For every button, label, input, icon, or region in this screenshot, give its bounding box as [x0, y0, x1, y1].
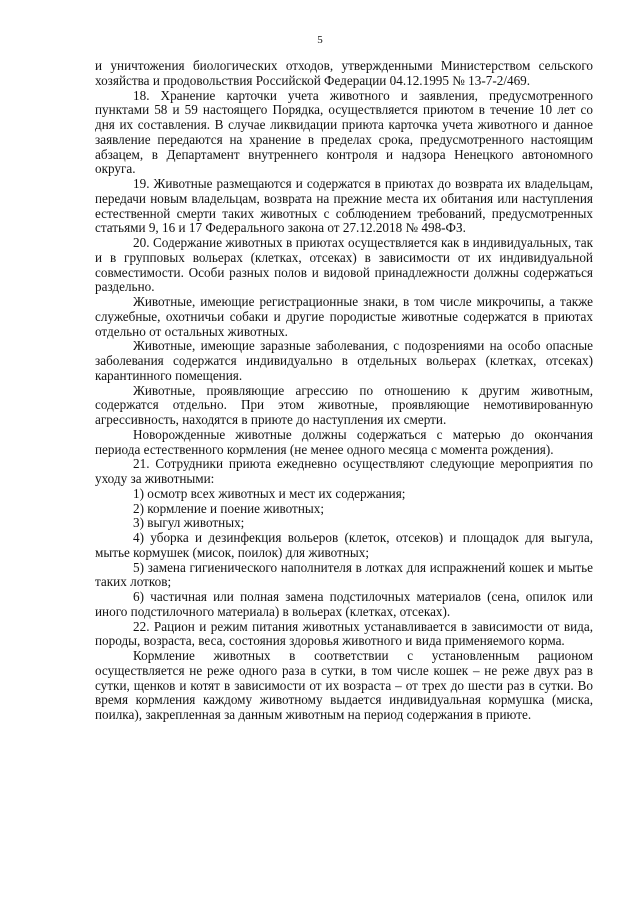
paragraph-20-registered-animals: Животные, имеющие регистрационные знаки, в том числе микрочипы, а также служебные, охотничьи собаки и другие породистые животные содержатся в приютах отдельно от остальных животных.: [95, 294, 593, 339]
paragraph-21: 21. Сотрудники приюта ежедневно осуществляют следующие мероприятия по уходу за животными:: [95, 456, 593, 486]
paragraph-20-newborn-animals: Новорожденные животные должны содержаться с матерью до окончания периода естественного кормления (не менее одного месяца с момента рождения).: [95, 426, 593, 457]
paragraph-continuation: и уничтожения биологических отходов, утвержденными Министерством сельского хозяйства и продовольствия Российской Федерации 04.12.1995 № 13-7-2/469.: [95, 58, 593, 88]
list-item: 3) выгул животных;: [133, 515, 245, 531]
list-item: 1) осмотр всех животных и мест их содержания;: [133, 485, 406, 501]
paragraph-18: 18. Хранение карточки учета животного и заявления, предусмотренного пунктами 58 и 59 настоящего Порядка, осуществляется приютом в течение 10 лет со дня их составления. В случае ликвидации приюта карточка учета животного и данное заявление передаются на хранение в пределах срока, предусмотренного настоящим абзацем, в Департамент внутреннего контроля и надзора Ненецкого автономного округа.: [95, 87, 593, 177]
paragraph-20-infected-animals: Животные, имеющие заразные заболевания, с подозрениями на особо опасные заболевания содержатся индивидуально в отдельных вольерах (клетках, отсеках) карантинного помещения.: [95, 338, 593, 383]
paragraph-22-feeding: Кормление животных в соответствии с установленным рационом осуществляется не реже одного раза в сутки, в том числе кошек – не реже двух раз в сутки, щенков и котят в зависимости от их возраста – от трех до шести раз в сутки. Во время кормления каждому животному выдается индивидуальная кормушка (миска, поилка), закрепленная за данным животным на период содержания в приюте.: [95, 648, 593, 722]
paragraph-20: 20. Содержание животных в приютах осуществляется как в индивидуальных, так и в групповых вольерах (клетках, отсеках) в зависимости от их индивидуальной совместимости. Особи разных полов и видовой принадлежности должны содержаться раздельно.: [95, 235, 593, 295]
document-body: [95, 59, 593, 723]
paragraph-19: 19. Животные размещаются и содержатся в приютах до возврата их владельцам, передачи новым владельцам, возврата на прежние места их обитания или наступления естественной смерти таких животных с соблюдением требований, предусмотренных статьями 9, 16 и 17 Федерального закона от 27.12.2018 № 498-ФЗ.: [95, 176, 593, 236]
list-item: 2) кормление и поение животных;: [133, 500, 324, 516]
list-item: 4) уборка и дезинфекция вольеров (клеток, отсеков) и площадок для выгула, мытье кормушек (мисок, поилок) для животных;: [95, 530, 593, 560]
page-number: 5: [317, 34, 323, 46]
paragraph-20-aggressive-animals: Животные, проявляющие агрессию по отношению к другим животным, содержатся отдельно. При этом животные, проявляющие немотивированную агрессивность, находятся в приюте до наступления их смерти.: [95, 382, 593, 427]
list-item: 5) замена гигиенического наполнителя в лотках для испражнений кошек и мытье таких лотков;: [95, 559, 593, 590]
paragraph-22: 22. Рацион и режим питания животных устанавливается в зависимости от вида, породы, возраста, веса, состояния здоровья животного и вида применяемого корма.: [95, 618, 593, 649]
list-item: 6) частичная или полная замена подстилочных материалов (сена, опилок или иного подстилочного материала) в вольерах (клетках, отсеках).: [95, 589, 593, 619]
